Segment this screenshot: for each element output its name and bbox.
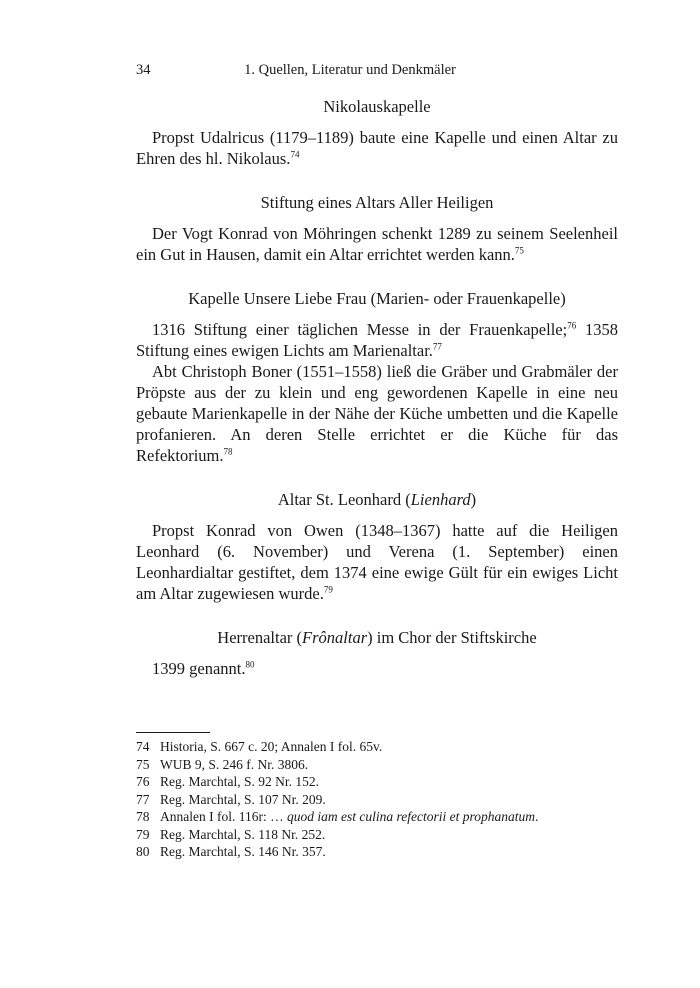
footnote-italic: quod iam est culina refectorii et prophanatum [286,809,535,824]
paragraph [136,658,618,679]
footnotes [136,738,618,861]
heading-italic: Lienhard [410,490,471,509]
section-heading: Stiftung eines Altars Aller Heiligen [260,193,494,212]
paragraph [136,520,618,604]
footnote-text: WUB 9, S. 246 f. Nr. 3806. [160,756,309,772]
heading-italic: Frônaltar [302,628,368,647]
footnote-number: 74 [136,739,150,754]
footnote [136,826,618,844]
paragraph [136,361,618,466]
page-number: 34 [136,62,151,78]
paragraph [136,319,618,361]
paragraph-text: Abt Christoph Boner (1551–1558) ließ die Gräber und Grabmäler der Pröpste aus der zu klein und eng gewordenen Kapelle in eine neu gebaute Marienkapelle in der Nähe der Küche umbetten und die Kapelle profanieren. An deren Stelle errichtet er die Küche für das Refektorium. [136,362,618,465]
footnote-ref[interactable]: 76 [567,320,577,331]
footnote [136,738,618,756]
footnote-text: Annalen I fol. 116r: … [160,809,287,824]
heading-text: ) [470,490,477,509]
footnote-text: Historia, S. 667 c. 20; Annalen I fol. 65v. [160,739,383,754]
footnote-text: Reg. Marchtal, S. 92 Nr. 152. [160,774,319,789]
footnote-number: 79 [136,826,150,842]
footnote-rule [136,732,210,733]
paragraph-text: 1358 Stiftung eines ewigen Lichts am Marienaltar. [136,320,619,360]
footnote [136,843,618,861]
footnote [136,808,618,826]
footnote-number: 80 [136,844,150,859]
footnote-number: 76 [136,774,150,789]
footnote-ref[interactable]: 80 [245,659,255,670]
paragraph [136,223,618,265]
footnote [136,756,618,774]
section-aller-heiligen [136,192,618,265]
section-heading [136,627,618,648]
footnote-number: 78 [136,809,150,824]
footnote [136,773,618,791]
section-leonhard [136,489,618,604]
section-heading: Nikolauskapelle [323,97,431,116]
heading-text: ) im Chor der Stiftskirche [367,628,537,647]
section-herrenaltar [136,627,618,679]
running-header [0,62,700,84]
section-nikolauskapelle [136,96,618,169]
paragraph-text: 1399 genannt. [152,659,246,678]
footnote-text: Reg. Marchtal, S. 146 Nr. 357. [160,844,326,859]
footnote-text: Reg. Marchtal, S. 118 Nr. 252. [160,826,326,842]
section-heading [136,489,618,510]
footnote [136,791,618,809]
main-text [136,96,618,679]
footnote-number: 77 [136,791,150,807]
heading-text: Herrenaltar ( [217,628,303,647]
heading-text: Altar St. Leonhard ( [277,490,411,509]
section-heading: Kapelle Unsere Liebe Frau (Marien- oder Frauenkapelle) [188,289,566,308]
footnote-ref[interactable]: 74 [290,149,300,160]
footnote-ref[interactable]: 75 [514,245,524,256]
footnote-number: 75 [136,756,150,772]
section-frauenkapelle [136,288,618,466]
footnote-ref[interactable]: 79 [323,584,333,595]
paragraph-text: Propst Udalricus (1179–1189) baute eine Kapelle und einen Altar zu Ehren des hl. Nikolaus. [136,128,618,168]
footnote-text: Reg. Marchtal, S. 107 Nr. 209. [160,791,326,807]
running-title: 1. Quellen, Literatur und Denkmäler [244,62,456,78]
paragraph-text: 1316 Stiftung einer täglichen Messe in der Frauenkapelle; [152,320,568,339]
footnote-ref[interactable]: 77 [432,341,442,352]
footnote-text: . [534,809,539,824]
paragraph-text: Propst Konrad von Owen (1348–1367) hatte auf die Heiligen Leonhard (6. November) und Verena (1. September) einen Leonhardialtar gestiftet, dem 1374 eine ewige Gült für ein ewiges Licht am Altar zugewiesen wurde. [136,521,618,603]
paragraph-text: Der Vogt Konrad von Möhringen schenkt 1289 zu seinem Seelenheil ein Gut in Hausen, damit ein Altar errichtet werden kann. [136,224,618,264]
paragraph [136,127,618,169]
footnote-ref[interactable]: 78 [223,446,233,457]
